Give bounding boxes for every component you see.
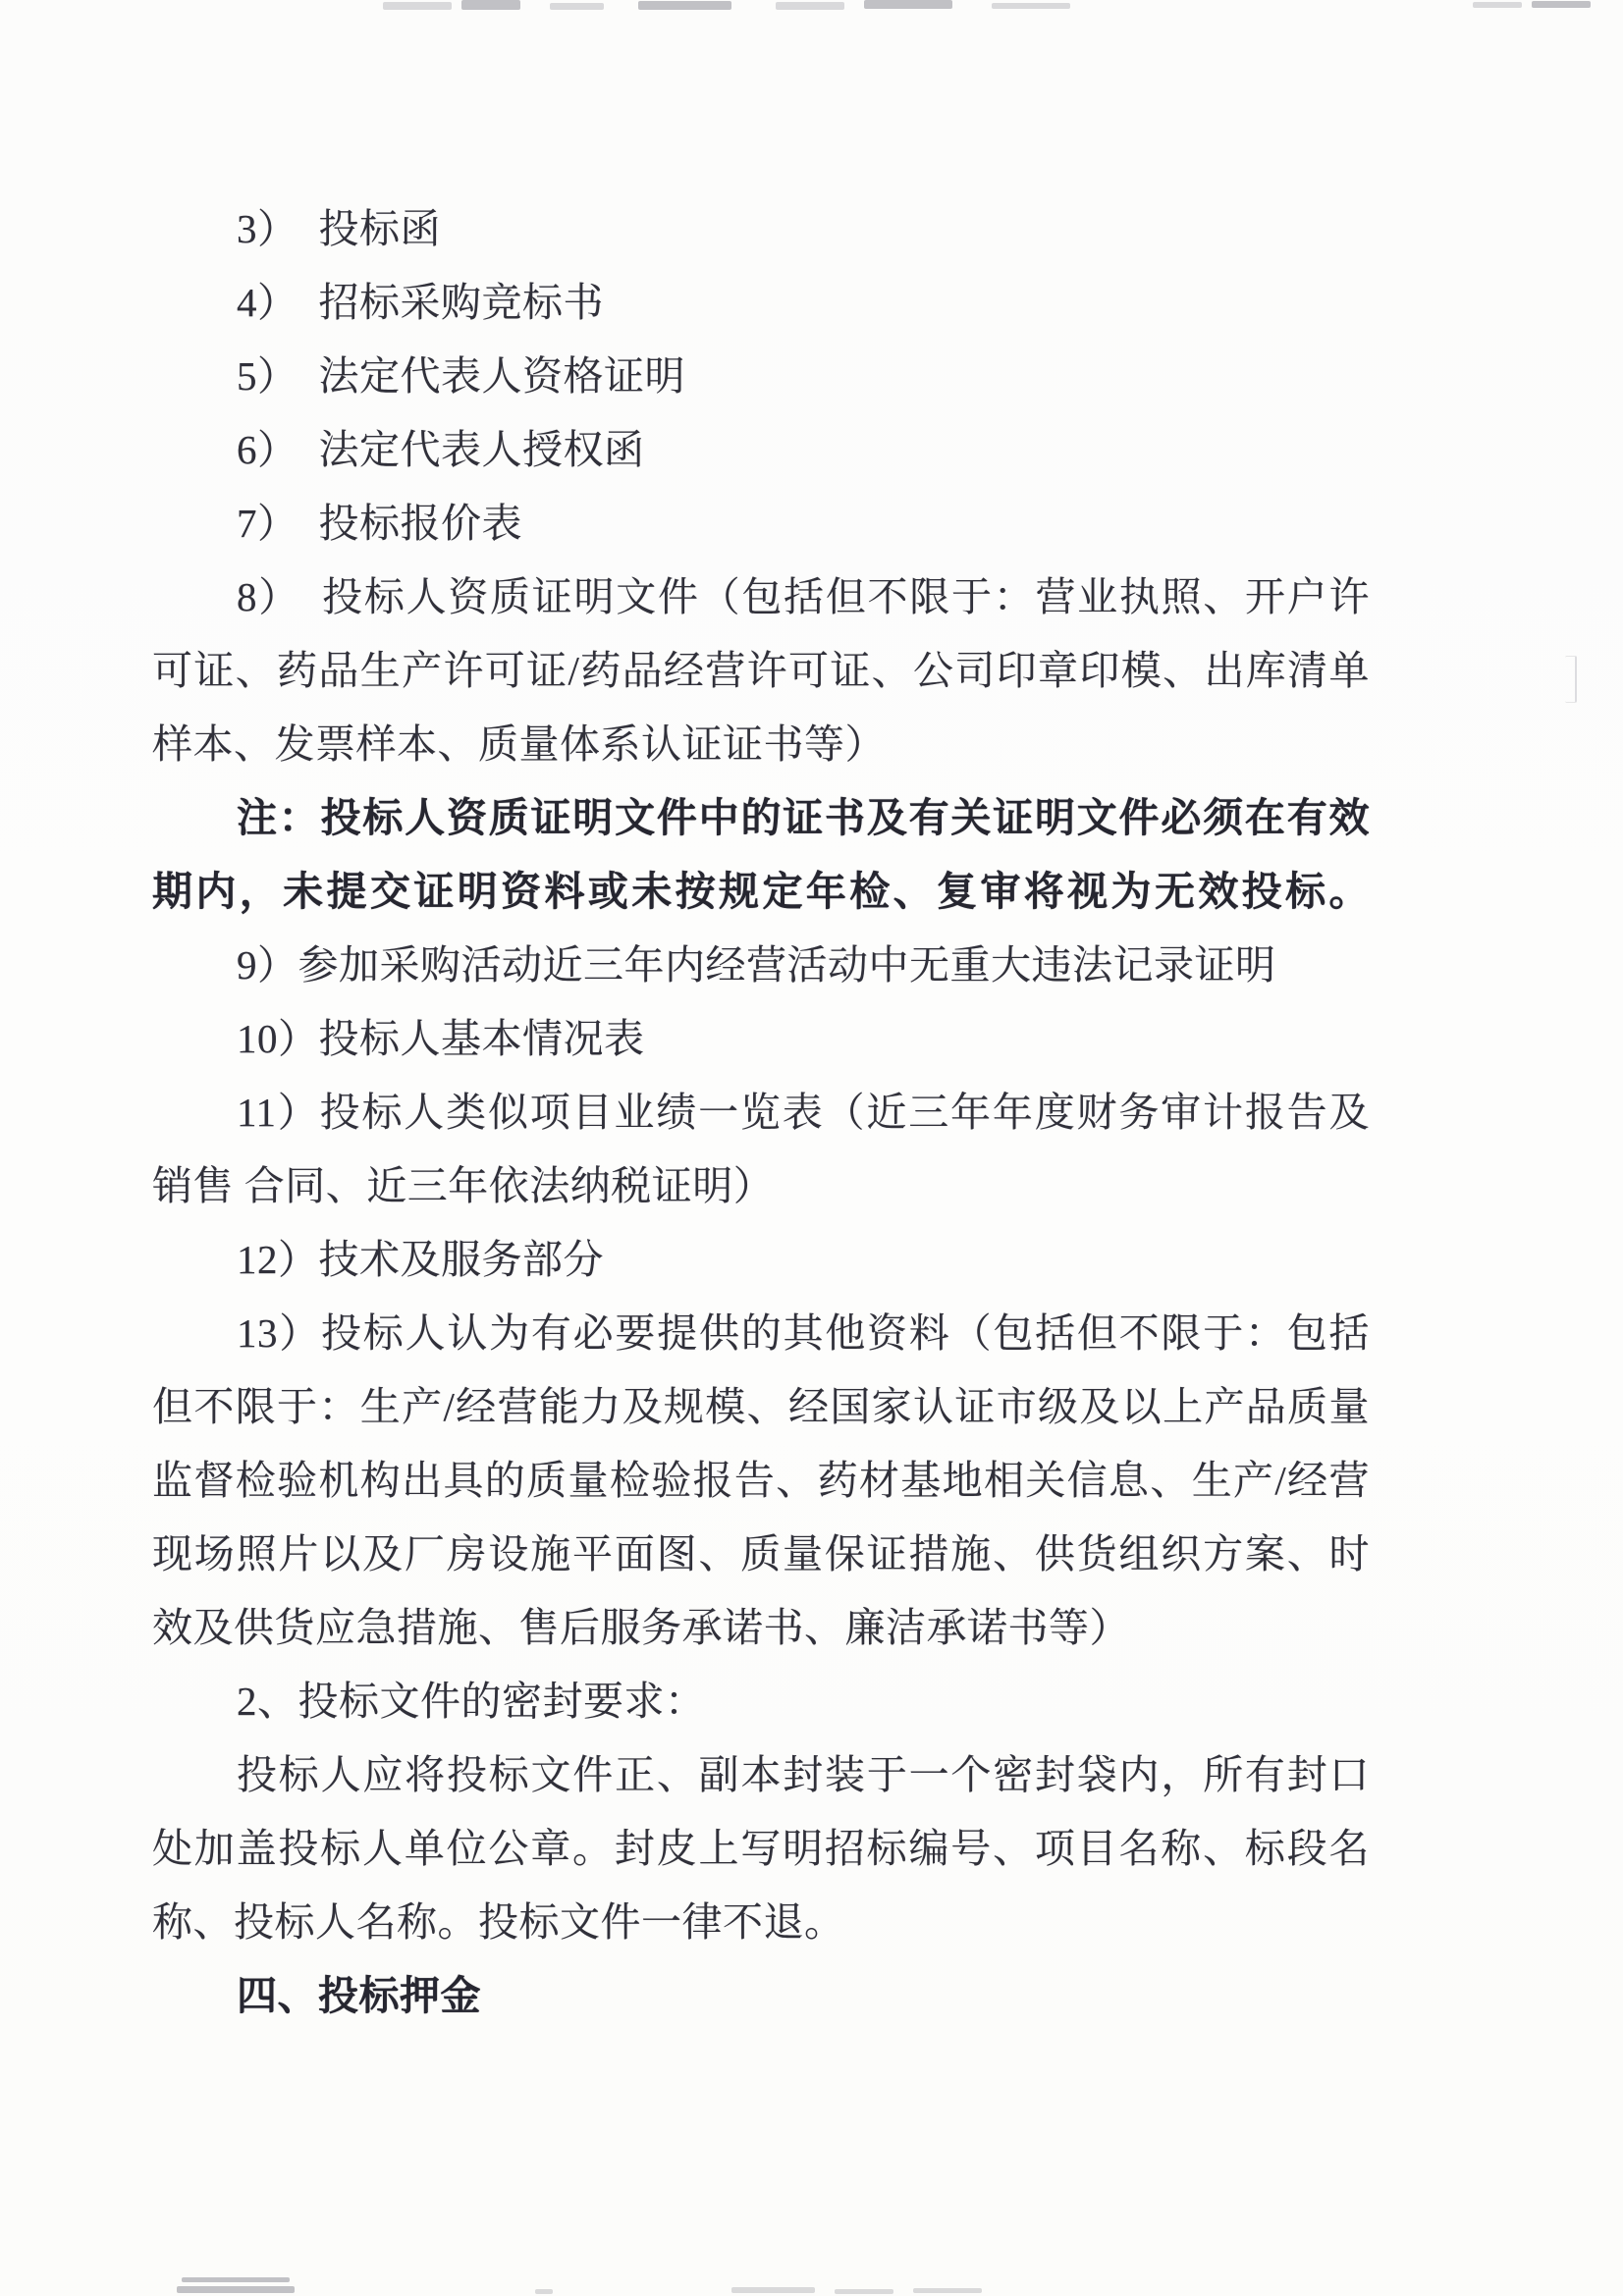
scan-artifact-top [776, 2, 844, 10]
list-item-13-cont: 但不限于：生产/经营能力及规模、经国家认证市级及以上产品质量 [152, 1384, 1370, 1429]
scan-artifact-top [638, 1, 731, 10]
scan-artifact-top [383, 2, 452, 10]
note-line: 注：投标人资质证明文件中的证书及有关证明文件必须在有效 [237, 795, 1370, 840]
clause-2-paragraph-cont: 称、投标人名称。投标文件一律不退。 [152, 1899, 845, 1945]
list-item-8: 8） 投标人资质证明文件（包括但不限于：营业执照、开户许 [237, 574, 1370, 619]
note-line-cont: 期内，未提交证明资料或未按规定年检、复审将视为无效投标。 [152, 869, 1370, 914]
scan-artifact-top [1532, 1, 1591, 8]
list-item-5: 5） 法定代表人资格证明 [237, 353, 685, 399]
list-item-7: 7） 投标报价表 [237, 501, 522, 546]
list-item-8-cont: 样本、发票样本、质量体系认证证书等） [152, 721, 886, 767]
list-item-11-cont: 销售 合同、近三年依法纳税证明） [152, 1163, 775, 1208]
scan-artifact-top [461, 0, 520, 10]
list-item-10: 10）投标人基本情况表 [237, 1016, 645, 1061]
scan-artifact-bottom [731, 2287, 815, 2293]
scan-artifact-top [864, 0, 952, 9]
list-item-12: 12）技术及服务部分 [237, 1237, 604, 1282]
list-item-3: 3） 投标函 [237, 206, 441, 251]
document-text-block [152, 192, 1370, 2033]
list-item-13-cont: 效及供货应急措施、售后服务承诺书、廉洁承诺书等） [152, 1605, 1130, 1650]
scan-artifact-top [992, 3, 1070, 9]
clause-2-paragraph: 投标人应将投标文件正、副本封装于一个密封袋内，所有封口 [237, 1752, 1370, 1797]
section-4-heading: 四、投标押金 [237, 1973, 481, 2018]
list-item-13: 13）投标人认为有必要提供的其他资料（包括但不限于：包括 [237, 1310, 1370, 1356]
clause-2-paragraph-cont: 处加盖投标人单位公章。封皮上写明招标编号、项目名称、标段名 [152, 1826, 1370, 1871]
scan-fold-mark [1565, 656, 1577, 703]
list-item-9: 9）参加采购活动近三年内经营活动中无重大违法记录证明 [237, 942, 1276, 988]
scan-artifact-bottom [182, 2277, 290, 2282]
list-item-8-cont: 可证、药品生产许可证/药品经营许可证、公司印章印模、出库清单 [152, 648, 1370, 693]
scan-artifact-bottom [177, 2286, 295, 2293]
scan-artifact-top [1473, 2, 1522, 8]
scan-artifact-bottom [835, 2289, 893, 2294]
list-item-13-cont: 监督检验机构出具的质量检验报告、药材基地相关信息、生产/经营 [152, 1458, 1370, 1503]
clause-2-heading: 2、投标文件的密封要求： [237, 1679, 706, 1724]
scan-artifact-bottom [913, 2288, 982, 2293]
scan-artifact-bottom [535, 2289, 553, 2294]
list-item-11: 11）投标人类似项目业绩一览表（近三年年度财务审计报告及 [237, 1090, 1370, 1135]
list-item-4: 4） 招标采购竞标书 [237, 280, 604, 325]
scan-artifact-top [550, 3, 604, 10]
list-item-13-cont: 现场照片以及厂房设施平面图、质量保证措施、供货组织方案、时 [152, 1531, 1370, 1576]
list-item-6: 6） 法定代表人授权函 [237, 427, 645, 472]
